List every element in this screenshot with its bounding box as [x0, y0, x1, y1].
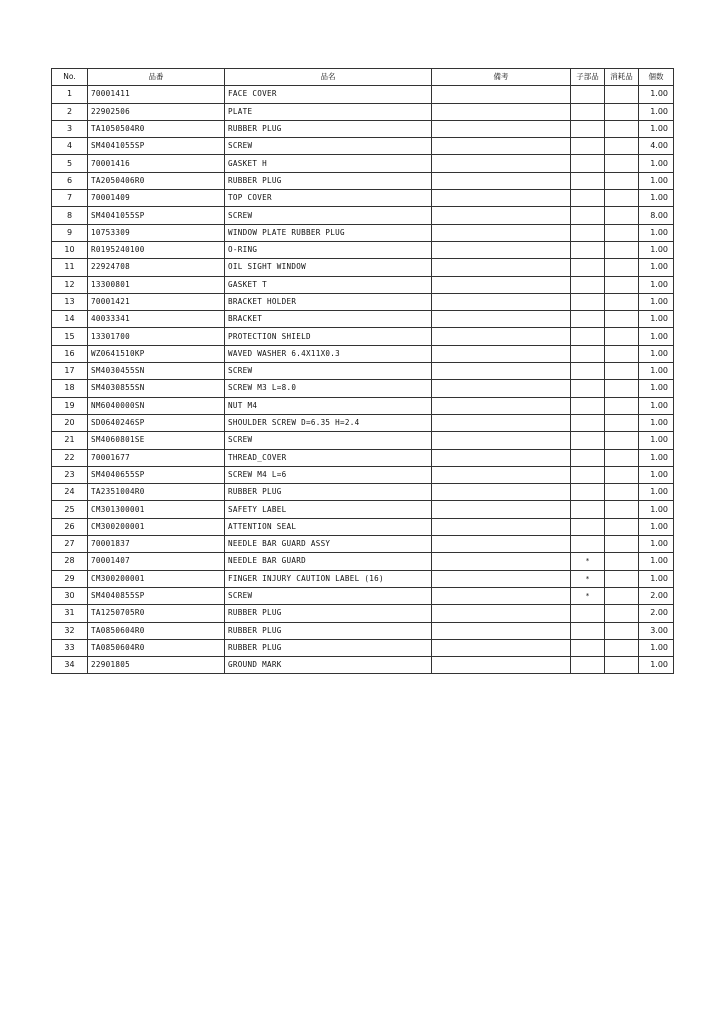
cell-no: 25 — [52, 501, 88, 518]
table-row — [52, 466, 674, 483]
cell-no: 19 — [52, 397, 88, 414]
cell-sub-part — [571, 207, 605, 224]
cell-remarks — [432, 293, 571, 310]
cell-remarks — [432, 570, 571, 587]
header-part-name: 品名 — [225, 69, 432, 86]
cell-quantity: 2.00 — [639, 587, 674, 604]
cell-part-name: GASKET H — [225, 155, 432, 172]
cell-consumable — [605, 103, 639, 120]
cell-part-number: SM4060801SE — [88, 432, 225, 449]
cell-sub-part — [571, 518, 605, 535]
cell-part-number: TA0850604R0 — [88, 622, 225, 639]
cell-part-name: RUBBER PLUG — [225, 484, 432, 501]
cell-part-number: SD0640246SP — [88, 414, 225, 431]
cell-consumable — [605, 587, 639, 604]
cell-consumable — [605, 466, 639, 483]
cell-quantity: 1.00 — [639, 155, 674, 172]
cell-no: 3 — [52, 120, 88, 137]
cell-part-number: WZ0641510KP — [88, 345, 225, 362]
cell-consumable — [605, 293, 639, 310]
cell-remarks — [432, 657, 571, 674]
cell-no: 7 — [52, 190, 88, 207]
table-header-row — [52, 69, 674, 86]
table-body — [52, 86, 674, 674]
cell-no: 5 — [52, 155, 88, 172]
cell-remarks — [432, 380, 571, 397]
cell-part-number: 10753309 — [88, 224, 225, 241]
cell-no: 21 — [52, 432, 88, 449]
cell-quantity: 1.00 — [639, 484, 674, 501]
cell-part-number: CM301300001 — [88, 501, 225, 518]
cell-consumable — [605, 138, 639, 155]
table-row — [52, 120, 674, 137]
cell-quantity: 1.00 — [639, 449, 674, 466]
cell-no: 27 — [52, 536, 88, 553]
cell-sub-part — [571, 536, 605, 553]
cell-sub-part — [571, 345, 605, 362]
header-remarks: 備考 — [432, 69, 571, 86]
cell-sub-part — [571, 311, 605, 328]
cell-part-name: SAFETY LABEL — [225, 501, 432, 518]
cell-remarks — [432, 605, 571, 622]
cell-no: 30 — [52, 587, 88, 604]
cell-no: 4 — [52, 138, 88, 155]
cell-part-name: PROTECTION SHIELD — [225, 328, 432, 345]
cell-quantity: 2.00 — [639, 605, 674, 622]
cell-quantity: 1.00 — [639, 657, 674, 674]
cell-no: 34 — [52, 657, 88, 674]
cell-remarks — [432, 639, 571, 656]
table-row — [52, 553, 674, 570]
cell-part-number: 40033341 — [88, 311, 225, 328]
cell-sub-part — [571, 657, 605, 674]
cell-sub-part — [571, 224, 605, 241]
header-part-number: 品番 — [88, 69, 225, 86]
cell-remarks — [432, 276, 571, 293]
cell-no: 6 — [52, 172, 88, 189]
cell-remarks — [432, 587, 571, 604]
table-row — [52, 103, 674, 120]
cell-sub-part — [571, 380, 605, 397]
table-row — [52, 605, 674, 622]
table-row — [52, 397, 674, 414]
table-row — [52, 570, 674, 587]
cell-part-number: 13301700 — [88, 328, 225, 345]
cell-remarks — [432, 449, 571, 466]
cell-part-number: TA0850604R0 — [88, 639, 225, 656]
cell-part-number: 70001411 — [88, 86, 225, 103]
cell-no: 11 — [52, 259, 88, 276]
cell-consumable — [605, 657, 639, 674]
cell-part-name: SCREW — [225, 138, 432, 155]
cell-sub-part: * — [571, 570, 605, 587]
cell-remarks — [432, 328, 571, 345]
cell-consumable — [605, 553, 639, 570]
table-row — [52, 207, 674, 224]
table-row — [52, 657, 674, 674]
cell-consumable — [605, 190, 639, 207]
cell-no: 32 — [52, 622, 88, 639]
cell-remarks — [432, 536, 571, 553]
cell-sub-part — [571, 414, 605, 431]
table-row — [52, 380, 674, 397]
table-row — [52, 311, 674, 328]
cell-consumable — [605, 449, 639, 466]
cell-part-name: SCREW M3 L=8.0 — [225, 380, 432, 397]
cell-consumable — [605, 536, 639, 553]
cell-no: 16 — [52, 345, 88, 362]
cell-consumable — [605, 622, 639, 639]
cell-sub-part — [571, 190, 605, 207]
table-row — [52, 259, 674, 276]
table-row — [52, 536, 674, 553]
cell-part-name: THREAD_COVER — [225, 449, 432, 466]
cell-part-name: RUBBER PLUG — [225, 622, 432, 639]
cell-quantity: 4.00 — [639, 138, 674, 155]
table-row — [52, 484, 674, 501]
cell-part-name: SCREW M4 L=6 — [225, 466, 432, 483]
cell-consumable — [605, 172, 639, 189]
cell-no: 13 — [52, 293, 88, 310]
cell-sub-part — [571, 501, 605, 518]
cell-no: 8 — [52, 207, 88, 224]
cell-part-name: BRACKET HOLDER — [225, 293, 432, 310]
cell-remarks — [432, 466, 571, 483]
cell-quantity: 1.00 — [639, 328, 674, 345]
cell-part-name: WINDOW PLATE RUBBER PLUG — [225, 224, 432, 241]
header-no: No. — [52, 69, 88, 86]
cell-part-number: 70001409 — [88, 190, 225, 207]
cell-remarks — [432, 501, 571, 518]
cell-part-number: TA1250705R0 — [88, 605, 225, 622]
cell-part-name: SCREW — [225, 587, 432, 604]
cell-sub-part — [571, 484, 605, 501]
cell-part-number: SM4030455SN — [88, 363, 225, 380]
cell-part-number: 70001677 — [88, 449, 225, 466]
cell-no: 14 — [52, 311, 88, 328]
cell-no: 18 — [52, 380, 88, 397]
cell-remarks — [432, 259, 571, 276]
cell-quantity: 1.00 — [639, 432, 674, 449]
cell-sub-part: * — [571, 553, 605, 570]
cell-remarks — [432, 363, 571, 380]
cell-quantity: 1.00 — [639, 120, 674, 137]
cell-consumable — [605, 639, 639, 656]
cell-part-name: FACE COVER — [225, 86, 432, 103]
cell-no: 31 — [52, 605, 88, 622]
cell-remarks — [432, 518, 571, 535]
cell-part-name: SCREW — [225, 432, 432, 449]
cell-no: 33 — [52, 639, 88, 656]
table-row — [52, 622, 674, 639]
cell-sub-part — [571, 605, 605, 622]
cell-part-number: SM4040855SP — [88, 587, 225, 604]
cell-part-name: TOP COVER — [225, 190, 432, 207]
header-consumable: 消耗品 — [605, 69, 639, 86]
header-quantity: 個数 — [639, 69, 674, 86]
cell-consumable — [605, 155, 639, 172]
cell-part-name: RUBBER PLUG — [225, 639, 432, 656]
cell-consumable — [605, 224, 639, 241]
cell-remarks — [432, 207, 571, 224]
cell-no: 26 — [52, 518, 88, 535]
cell-part-number: R0195240100 — [88, 241, 225, 258]
cell-part-name: NUT M4 — [225, 397, 432, 414]
cell-no: 28 — [52, 553, 88, 570]
table-row — [52, 155, 674, 172]
cell-remarks — [432, 224, 571, 241]
table-row — [52, 328, 674, 345]
cell-consumable — [605, 328, 639, 345]
cell-part-number: CM300200001 — [88, 570, 225, 587]
table-row — [52, 293, 674, 310]
cell-remarks — [432, 172, 571, 189]
table-row — [52, 414, 674, 431]
cell-quantity: 1.00 — [639, 414, 674, 431]
cell-consumable — [605, 518, 639, 535]
cell-consumable — [605, 501, 639, 518]
cell-part-name: SCREW — [225, 207, 432, 224]
cell-sub-part — [571, 241, 605, 258]
table-row — [52, 138, 674, 155]
cell-quantity: 1.00 — [639, 190, 674, 207]
cell-remarks — [432, 484, 571, 501]
cell-no: 23 — [52, 466, 88, 483]
parts-table — [51, 68, 674, 674]
cell-no: 12 — [52, 276, 88, 293]
cell-part-number: TA2351004R0 — [88, 484, 225, 501]
cell-part-name: GROUND MARK — [225, 657, 432, 674]
cell-part-number: SM4041055SP — [88, 138, 225, 155]
cell-consumable — [605, 570, 639, 587]
cell-sub-part — [571, 172, 605, 189]
cell-quantity: 1.00 — [639, 311, 674, 328]
cell-consumable — [605, 414, 639, 431]
cell-consumable — [605, 484, 639, 501]
cell-part-name: SHOULDER SCREW D=6.35 H=2.4 — [225, 414, 432, 431]
cell-part-number: 70001837 — [88, 536, 225, 553]
cell-remarks — [432, 138, 571, 155]
table-row — [52, 276, 674, 293]
table-row — [52, 224, 674, 241]
cell-sub-part — [571, 155, 605, 172]
cell-sub-part — [571, 276, 605, 293]
cell-part-name: RUBBER PLUG — [225, 172, 432, 189]
cell-consumable — [605, 259, 639, 276]
cell-no: 17 — [52, 363, 88, 380]
cell-quantity: 1.00 — [639, 172, 674, 189]
cell-part-number: 70001416 — [88, 155, 225, 172]
cell-part-name: NEEDLE BAR GUARD ASSY — [225, 536, 432, 553]
cell-consumable — [605, 432, 639, 449]
cell-quantity: 1.00 — [639, 380, 674, 397]
cell-sub-part — [571, 293, 605, 310]
cell-part-number: 22901805 — [88, 657, 225, 674]
cell-quantity: 1.00 — [639, 397, 674, 414]
table-row — [52, 241, 674, 258]
table-row — [52, 432, 674, 449]
cell-sub-part — [571, 103, 605, 120]
table-row — [52, 345, 674, 362]
cell-consumable — [605, 380, 639, 397]
table-row — [52, 86, 674, 103]
cell-sub-part — [571, 86, 605, 103]
cell-remarks — [432, 190, 571, 207]
cell-part-name: ATTENTION SEAL — [225, 518, 432, 535]
table-row — [52, 639, 674, 656]
cell-part-number: NM6040000SN — [88, 397, 225, 414]
cell-quantity: 1.00 — [639, 363, 674, 380]
cell-part-number: 22902506 — [88, 103, 225, 120]
cell-part-number: SM4041055SP — [88, 207, 225, 224]
cell-no: 15 — [52, 328, 88, 345]
cell-quantity: 1.00 — [639, 224, 674, 241]
cell-sub-part: * — [571, 587, 605, 604]
cell-quantity: 1.00 — [639, 241, 674, 258]
table-row — [52, 501, 674, 518]
cell-quantity: 1.00 — [639, 103, 674, 120]
cell-sub-part — [571, 449, 605, 466]
cell-remarks — [432, 311, 571, 328]
cell-consumable — [605, 363, 639, 380]
cell-remarks — [432, 86, 571, 103]
cell-quantity: 1.00 — [639, 501, 674, 518]
cell-part-name: GASKET T — [225, 276, 432, 293]
cell-part-number: 22924708 — [88, 259, 225, 276]
cell-part-name: PLATE — [225, 103, 432, 120]
cell-quantity: 1.00 — [639, 553, 674, 570]
cell-part-name: OIL SIGHT WINDOW — [225, 259, 432, 276]
cell-quantity: 1.00 — [639, 639, 674, 656]
cell-part-number: 13300801 — [88, 276, 225, 293]
table-row — [52, 449, 674, 466]
cell-part-name: O-RING — [225, 241, 432, 258]
parts-list-sheet — [51, 68, 673, 674]
cell-sub-part — [571, 432, 605, 449]
cell-consumable — [605, 207, 639, 224]
cell-no: 9 — [52, 224, 88, 241]
cell-sub-part — [571, 397, 605, 414]
table-row — [52, 172, 674, 189]
cell-no: 22 — [52, 449, 88, 466]
cell-sub-part — [571, 363, 605, 380]
cell-remarks — [432, 103, 571, 120]
cell-sub-part — [571, 328, 605, 345]
cell-remarks — [432, 241, 571, 258]
cell-sub-part — [571, 622, 605, 639]
cell-part-number: SM4040655SP — [88, 466, 225, 483]
cell-part-name: FINGER INJURY CAUTION LABEL (16) — [225, 570, 432, 587]
cell-no: 24 — [52, 484, 88, 501]
cell-quantity: 8.00 — [639, 207, 674, 224]
cell-part-name: BRACKET — [225, 311, 432, 328]
cell-consumable — [605, 276, 639, 293]
header-sub-part: 子部品 — [571, 69, 605, 86]
cell-remarks — [432, 414, 571, 431]
table-row — [52, 363, 674, 380]
table-row — [52, 518, 674, 535]
cell-remarks — [432, 155, 571, 172]
cell-part-number: 70001407 — [88, 553, 225, 570]
cell-remarks — [432, 553, 571, 570]
cell-sub-part — [571, 639, 605, 656]
cell-quantity: 1.00 — [639, 259, 674, 276]
cell-quantity: 1.00 — [639, 345, 674, 362]
cell-no: 2 — [52, 103, 88, 120]
cell-no: 1 — [52, 86, 88, 103]
cell-consumable — [605, 86, 639, 103]
cell-remarks — [432, 120, 571, 137]
cell-consumable — [605, 345, 639, 362]
cell-remarks — [432, 345, 571, 362]
cell-part-name: RUBBER PLUG — [225, 605, 432, 622]
cell-sub-part — [571, 466, 605, 483]
cell-part-number: TA2050406R0 — [88, 172, 225, 189]
cell-quantity: 1.00 — [639, 466, 674, 483]
cell-consumable — [605, 241, 639, 258]
cell-consumable — [605, 605, 639, 622]
cell-quantity: 1.00 — [639, 536, 674, 553]
table-row — [52, 587, 674, 604]
cell-part-number: TA1050504R0 — [88, 120, 225, 137]
cell-consumable — [605, 311, 639, 328]
cell-quantity: 1.00 — [639, 518, 674, 535]
cell-no: 29 — [52, 570, 88, 587]
cell-remarks — [432, 432, 571, 449]
cell-sub-part — [571, 138, 605, 155]
cell-part-number: 70001421 — [88, 293, 225, 310]
cell-sub-part — [571, 259, 605, 276]
cell-quantity: 1.00 — [639, 86, 674, 103]
cell-part-number: SM4030855SN — [88, 380, 225, 397]
cell-consumable — [605, 397, 639, 414]
cell-part-name: WAVED WASHER 6.4X11X0.3 — [225, 345, 432, 362]
cell-quantity: 1.00 — [639, 570, 674, 587]
cell-no: 20 — [52, 414, 88, 431]
cell-part-name: SCREW — [225, 363, 432, 380]
cell-sub-part — [571, 120, 605, 137]
cell-quantity: 1.00 — [639, 293, 674, 310]
cell-quantity: 1.00 — [639, 276, 674, 293]
cell-remarks — [432, 397, 571, 414]
cell-no: 10 — [52, 241, 88, 258]
cell-part-name: NEEDLE BAR GUARD — [225, 553, 432, 570]
cell-consumable — [605, 120, 639, 137]
cell-remarks — [432, 622, 571, 639]
cell-part-name: RUBBER PLUG — [225, 120, 432, 137]
cell-quantity: 3.00 — [639, 622, 674, 639]
cell-part-number: CM300200001 — [88, 518, 225, 535]
table-row — [52, 190, 674, 207]
